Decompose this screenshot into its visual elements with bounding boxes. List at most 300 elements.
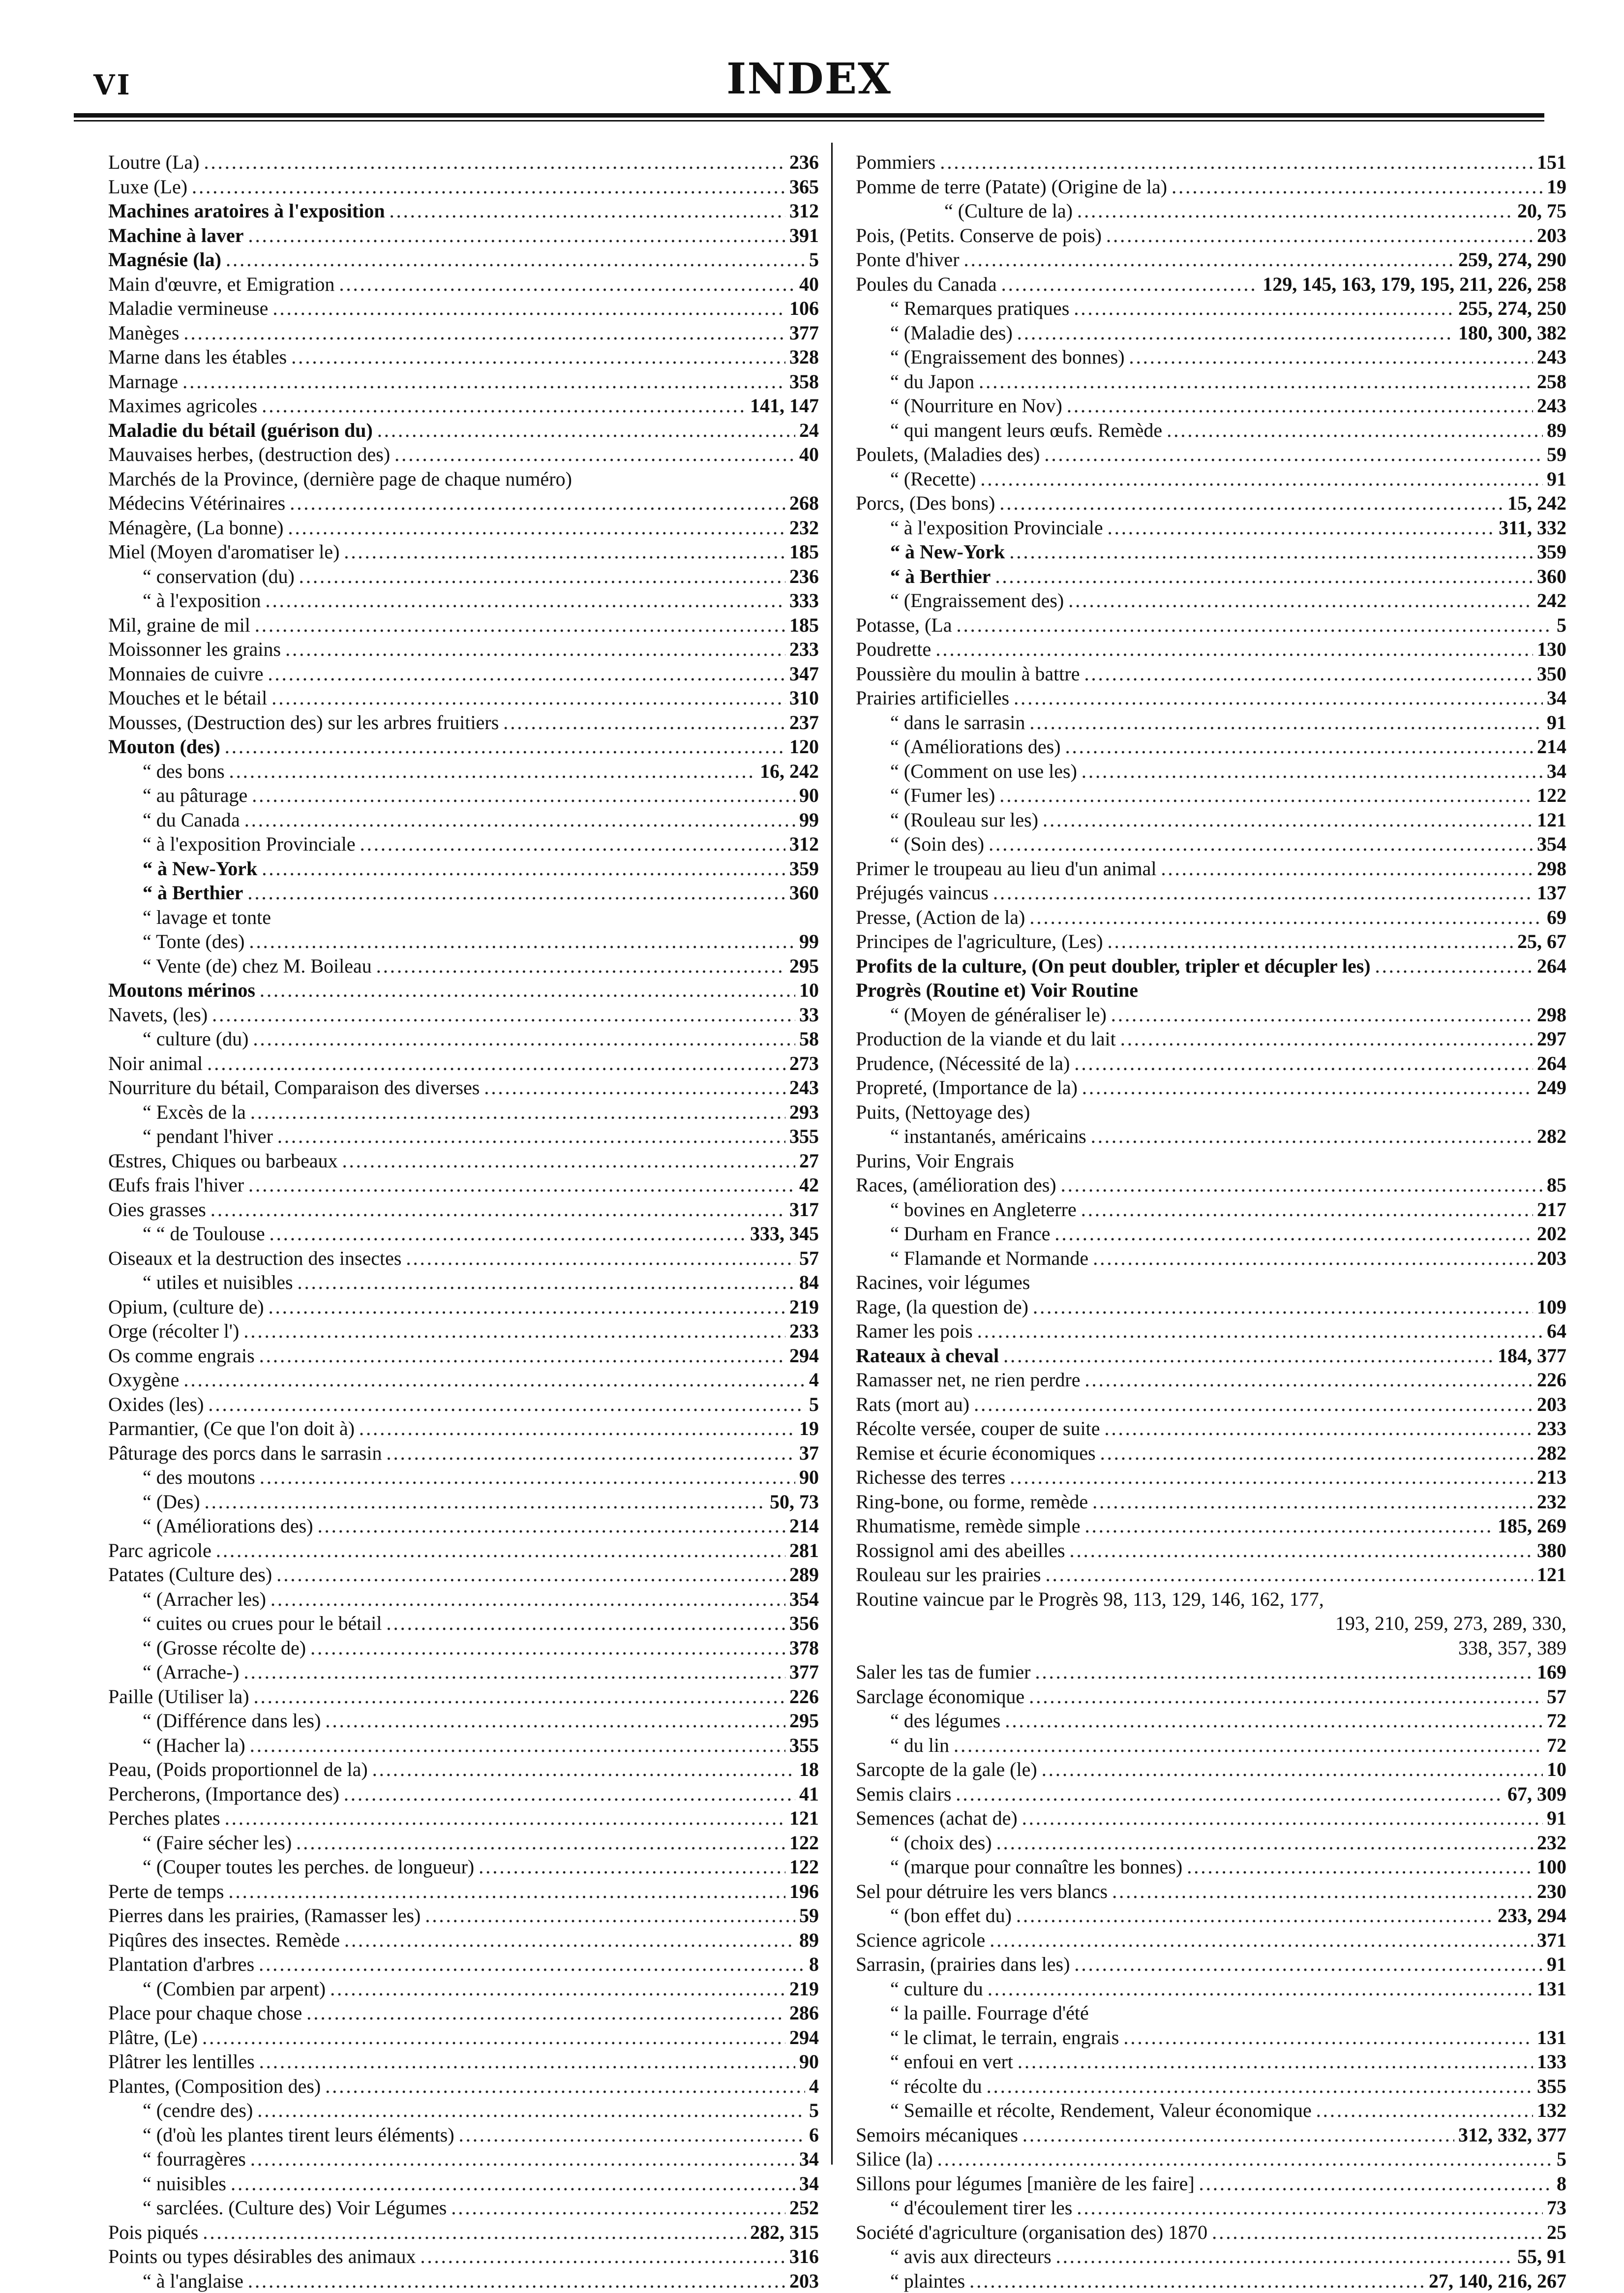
index-entry-pages: 33 <box>799 1003 819 1027</box>
index-entry-label: Propreté, (Importance de la) <box>856 1075 1078 1100</box>
dot-leader <box>1186 1855 1533 1879</box>
dot-leader <box>1073 297 1454 321</box>
index-entry-pages: 40 <box>799 442 819 467</box>
index-entry-pages: 391 <box>789 223 819 248</box>
dot-leader <box>359 1417 795 1441</box>
index-entry-label: “ pendant l'hiver <box>143 1124 273 1149</box>
index-entry <box>108 1928 819 1953</box>
page-number: VI <box>93 69 132 101</box>
index-entry <box>108 418 819 443</box>
index-entry-label: Oxygène <box>108 1368 179 1392</box>
index-entry-label: Mil, graine de mil <box>108 613 250 638</box>
index-entry-label: Moissonner les grains <box>108 637 281 662</box>
index-entry <box>108 175 819 199</box>
index-entry-pages: 90 <box>799 1465 819 1490</box>
dot-leader <box>257 2099 805 2123</box>
index-entry-label: Œufs frais l'hiver <box>108 1173 244 1197</box>
dot-leader <box>1032 1295 1533 1319</box>
page-title: INDEX <box>74 54 1544 104</box>
index-entry-label: Sillons pour légumes [manière de les faire] <box>856 2171 1195 2196</box>
index-entry-pages: 219 <box>789 1295 819 1319</box>
index-entry-pages: 294 <box>789 1344 819 1368</box>
index-entry-label: Mouches et le bétail <box>108 686 267 710</box>
index-entry-pages: 243 <box>1537 345 1566 369</box>
index-entry-label: Mouton (des) <box>108 734 220 759</box>
index-entry-pages: 133 <box>1537 2049 1566 2074</box>
dot-leader <box>389 199 785 223</box>
index-entry <box>108 467 819 491</box>
dot-leader <box>1028 1685 1543 1709</box>
index-entry-label: “ à New-York <box>143 856 257 881</box>
dot-leader <box>285 638 785 662</box>
index-entry <box>108 905 819 930</box>
index-entry <box>856 1124 1566 1149</box>
index-entry-label: “ bovines en Angleterre <box>890 1197 1077 1222</box>
index-entry-label: Science agricole <box>856 1928 985 1953</box>
dot-leader <box>483 1076 785 1100</box>
index-entry-pages: 233, 294 <box>1498 1903 1566 1928</box>
index-entry <box>856 759 1566 784</box>
dot-leader <box>207 1052 785 1076</box>
dot-leader <box>330 1977 785 2001</box>
index-entry-label: Luxe (Le) <box>108 175 187 199</box>
index-entry <box>856 2001 1566 2025</box>
index-entry-pages: 121 <box>789 1806 819 1831</box>
index-entry-label: “ (Comment on use les) <box>890 759 1077 784</box>
dot-leader <box>376 954 785 978</box>
dot-leader <box>183 321 785 345</box>
index-entry-pages: 243 <box>1537 394 1566 418</box>
index-entry-label: “ au pâturage <box>143 783 247 808</box>
index-entry-label: Navets, (les) <box>108 1003 208 1027</box>
index-entry-pages: 298 <box>1537 856 1566 881</box>
index-entry-pages: 121 <box>1537 1562 1566 1587</box>
dot-leader <box>253 1685 785 1709</box>
index-entry-label: “ Excès de la <box>143 1100 246 1125</box>
index-entry-pages: 89 <box>799 1928 819 1953</box>
dot-leader <box>372 1758 795 1782</box>
index-entry-label: “ “ de Toulouse <box>143 1222 265 1246</box>
index-entry-label: Potasse, (La <box>856 613 952 638</box>
index-entry <box>856 1660 1566 1684</box>
index-entry-label: Miel (Moyen d'aromatiser le) <box>108 540 339 564</box>
index-entry <box>108 1490 819 1514</box>
index-entry <box>108 1416 819 1441</box>
index-entry-label: Percherons, (Importance des) <box>108 1782 339 1806</box>
dot-leader <box>1081 1198 1533 1222</box>
index-entry <box>108 1587 819 1612</box>
index-entry-label: “ des moutons <box>143 1465 255 1490</box>
dot-leader <box>259 2050 795 2074</box>
index-entry-label: Silice (la) <box>856 2147 933 2171</box>
index-entry <box>108 1879 819 1904</box>
dot-leader <box>259 1466 795 1490</box>
dot-leader <box>1074 1953 1543 1977</box>
dot-leader <box>1017 321 1454 345</box>
index-entry-label: Marne dans les étables <box>108 345 287 369</box>
index-entry-pages: 185 <box>789 613 819 638</box>
index-entry-label: Pois piqués <box>108 2220 198 2245</box>
index-entry <box>108 247 819 272</box>
index-entry-label: Main d'œuvre, et Emigration <box>108 272 334 297</box>
index-entry-pages: 328 <box>789 345 819 369</box>
index-entry-pages: 317 <box>789 1197 819 1222</box>
index-entry-label: Ponte d'hiver <box>856 247 960 272</box>
index-entry-pages: 67, 309 <box>1507 1782 1566 1806</box>
index-entry-label: Principes de l'agriculture, (Les) <box>856 929 1103 954</box>
index-entry-label: Purins, Voir Engrais <box>856 1149 1014 1173</box>
index-entry-pages: 91 <box>1547 467 1566 491</box>
index-entry-pages: 24 <box>799 418 819 443</box>
index-entry-pages: 42 <box>799 1173 819 1197</box>
index-entry-label: “ (Arrache-) <box>143 1660 240 1684</box>
dot-leader <box>1129 345 1533 369</box>
index-entry-label: Poules du Canada <box>856 272 997 297</box>
index-entry-pages: 64 <box>1547 1319 1566 1344</box>
index-entry-label: “ (Fumer les) <box>890 783 995 808</box>
dot-leader <box>1001 273 1259 297</box>
index-entry-pages: 316 <box>789 2244 819 2269</box>
index-entry <box>856 1392 1566 1417</box>
index-entry <box>856 1051 1566 1076</box>
index-entry-pages: 264 <box>1537 1051 1566 1076</box>
index-entry-label: “ Durham en France <box>890 1222 1050 1246</box>
index-entry <box>108 1368 819 1392</box>
dot-leader <box>191 175 785 199</box>
dot-leader <box>1054 1222 1533 1246</box>
index-entry-label: Richesse des terres <box>856 1465 1005 1490</box>
index-entry-pages: 378 <box>789 1636 819 1660</box>
dot-leader <box>289 491 785 516</box>
index-entry-pages: 99 <box>799 808 819 832</box>
index-entry-pages: 5 <box>809 1392 819 1417</box>
dot-leader <box>1100 1441 1533 1466</box>
index-entry-pages: 214 <box>789 1514 819 1538</box>
dot-leader <box>478 1855 785 1879</box>
index-entry-pages: 141, 147 <box>750 394 819 418</box>
dot-leader <box>1013 686 1543 710</box>
index-entry-label: “ (Moyen de généraliser le) <box>890 1003 1107 1027</box>
index-entry <box>108 759 819 784</box>
index-entry-label: “ instantanés, américains <box>890 1124 1086 1149</box>
index-entry <box>108 1831 819 1855</box>
index-entry-label: “ à l'exposition Provinciale <box>890 516 1103 540</box>
index-entry <box>108 662 819 686</box>
dot-leader <box>1107 930 1513 954</box>
index-entry-label: “ Semaille et récolte, Rendement, Valeur économique <box>890 2098 1312 2123</box>
dot-leader <box>999 784 1533 808</box>
index-entry-label: Manèges <box>108 321 179 345</box>
dot-leader <box>261 394 746 418</box>
index-entry <box>108 369 819 394</box>
dot-leader <box>1171 175 1543 199</box>
index-entry-pages: 19 <box>1547 175 1566 199</box>
index-entry <box>108 2220 819 2245</box>
index-entry <box>108 1075 819 1100</box>
index-entry-label: “ (Des) <box>143 1490 200 1514</box>
dot-leader <box>1022 2123 1454 2147</box>
dot-leader <box>325 1709 785 1733</box>
index-entry-pages: 131 <box>1537 1977 1566 2001</box>
index-entry-label: Société d'agriculture (organisation des) 1870 <box>856 2220 1207 2245</box>
index-entry-pages: 5 <box>1557 2147 1566 2171</box>
dot-leader <box>955 1782 1504 1806</box>
index-entry <box>856 1562 1566 1587</box>
index-entry <box>108 272 819 297</box>
index-entry-label: Sarclage économique <box>856 1684 1024 1709</box>
header-rule-thin <box>74 120 1544 122</box>
index-entry-label: Noir animal <box>108 1051 203 1076</box>
index-entry <box>856 1173 1566 1197</box>
index-entry <box>108 1173 819 1197</box>
index-entry-label: “ (Arracher les) <box>143 1587 266 1612</box>
index-entry-label: Oies grasses <box>108 1197 206 1222</box>
dot-leader <box>299 565 785 589</box>
index-entry-pages: 355 <box>789 1124 819 1149</box>
dot-leader <box>248 1173 795 1197</box>
index-entry <box>856 491 1566 516</box>
index-entry <box>856 1027 1566 1051</box>
index-entry-label: “ Tonte (des) <box>143 929 245 954</box>
dot-leader <box>386 1441 795 1466</box>
index-entry <box>108 588 819 613</box>
index-entry-label: “ du Canada <box>143 808 240 832</box>
index-entry-label: Puits, (Nettoyage des) <box>856 1100 1030 1125</box>
index-entry-label: Ménagère, (La bonne) <box>108 516 283 540</box>
index-entry-pages: 132 <box>1537 2098 1566 2123</box>
index-entry <box>856 2220 1566 2245</box>
index-entry-pages: 243 <box>789 1075 819 1100</box>
index-entry <box>856 588 1566 613</box>
index-entry-pages: 91 <box>1547 1952 1566 1977</box>
dot-leader <box>291 345 785 369</box>
index-entry-pages: 84 <box>799 1270 819 1295</box>
dot-leader <box>451 2196 785 2220</box>
index-entry-label: “ du lin <box>890 1733 949 1758</box>
index-entry-label: Races, (amélioration des) <box>856 1173 1056 1197</box>
index-entry-label: Rouleau sur les prairies <box>856 1562 1041 1587</box>
index-entry <box>856 1514 1566 1538</box>
index-entry <box>108 1270 819 1295</box>
index-entry <box>856 1100 1566 1125</box>
index-entry-label: Parmantier, (Ce que l'on doit à) <box>108 1416 355 1441</box>
dot-leader <box>424 1904 795 1928</box>
index-entry-label: Semences (achat de) <box>856 1806 1018 1831</box>
index-entry-pages: 236 <box>789 150 819 175</box>
index-entry <box>856 978 1566 1003</box>
dot-leader <box>1055 2245 1513 2269</box>
index-entry <box>856 2123 1566 2147</box>
index-entry-pages: 273 <box>789 1051 819 1076</box>
dot-leader <box>1083 662 1533 686</box>
index-entry <box>856 832 1566 856</box>
index-entry-label: Profits de la culture, (On peut doubler, tripler et décupler les) <box>856 954 1371 978</box>
index-entry <box>108 1709 819 1733</box>
index-entry-pages: 50, 73 <box>770 1490 819 1514</box>
dot-leader <box>1081 760 1543 784</box>
dot-leader <box>988 832 1533 856</box>
index-entry-pages: 354 <box>1537 832 1566 856</box>
dot-leader <box>1022 1806 1543 1831</box>
index-entry <box>108 345 819 369</box>
index-entry-pages: 217 <box>1537 1197 1566 1222</box>
index-entry-pages: 282 <box>1537 1441 1566 1466</box>
dot-leader <box>1065 735 1533 759</box>
index-entry-label: “ à Berthier <box>143 881 243 905</box>
index-entry-pages: 109 <box>1537 1295 1566 1319</box>
index-entry-pages: 356 <box>789 1611 819 1636</box>
index-entry-pages: 214 <box>1537 734 1566 759</box>
dot-leader <box>1104 1417 1533 1441</box>
index-entry-pages: 151 <box>1537 150 1566 175</box>
dot-leader <box>1111 1003 1533 1027</box>
index-entry <box>108 321 819 345</box>
index-entry-label: “ culture du <box>890 1977 983 2001</box>
index-entry-pages: 295 <box>789 1709 819 1733</box>
index-entry-pages: 236 <box>789 564 819 589</box>
dot-leader <box>953 1734 1543 1758</box>
dot-leader <box>1060 1173 1543 1197</box>
index-entry <box>108 1197 819 1222</box>
index-entry-pages: 232 <box>1537 1490 1566 1514</box>
dot-leader <box>969 2269 1425 2293</box>
index-entry <box>856 150 1566 175</box>
index-entry <box>108 150 819 175</box>
index-entry-label: “ enfoui en vert <box>890 2049 1013 2074</box>
index-entry-pages: 354 <box>789 1587 819 1612</box>
dot-leader <box>249 930 796 954</box>
dot-leader <box>1034 1660 1533 1684</box>
index-entry-pages: 25 <box>1547 2220 1566 2245</box>
index-entry <box>856 345 1566 369</box>
index-entry-label: Moutons mérinos <box>108 978 255 1003</box>
index-entry-pages: 18 <box>799 1757 819 1782</box>
index-entry-pages: 120 <box>789 734 819 759</box>
index-entry-label: Rossignol ami des abeilles <box>856 1538 1065 1563</box>
index-entry-pages: 298 <box>1537 1003 1566 1027</box>
index-entry <box>108 2123 819 2147</box>
dot-leader <box>1009 1466 1533 1490</box>
index-entry <box>856 2269 1566 2293</box>
index-entry-label: Pois, (Petits. Conserve de pois) <box>856 223 1102 248</box>
index-entry-pages: 73 <box>1547 2196 1566 2220</box>
index-entry-pages: 232 <box>789 516 819 540</box>
index-entry <box>856 2244 1566 2269</box>
dot-leader <box>1017 2050 1533 2074</box>
index-entry-pages: 59 <box>799 1903 819 1928</box>
index-entry <box>108 442 819 467</box>
index-entry-pages: 219 <box>789 1977 819 2001</box>
index-entry-label: Sel pour détruire les vers blancs <box>856 1879 1108 1904</box>
index-entry <box>108 808 819 832</box>
index-entry <box>856 467 1566 491</box>
index-entry-pages: 377 <box>789 1660 819 1684</box>
index-entry <box>856 613 1566 638</box>
index-entry-label: Marnage <box>108 369 178 394</box>
index-entry-label: “ le climat, le terrain, engrais <box>890 2025 1119 2050</box>
dot-leader <box>1166 419 1543 443</box>
dot-leader <box>1069 1539 1533 1563</box>
index-entry-pages: 185 <box>789 540 819 564</box>
index-entry <box>856 1977 1566 2001</box>
index-entry <box>856 2147 1566 2171</box>
header-rule-thick <box>74 113 1544 118</box>
index-entry <box>108 637 819 662</box>
dot-leader <box>939 151 1533 175</box>
index-entry-label: “ (Couper toutes les perches. de longueur) <box>143 1855 474 1879</box>
index-entry-label: “ (Culture de la) <box>944 199 1073 223</box>
index-entry <box>856 686 1566 710</box>
index-entry <box>108 1782 819 1806</box>
dot-leader <box>1009 540 1533 564</box>
index-entry-pages: 85 <box>1547 1173 1566 1197</box>
index-entry-pages: 129, 145, 163, 179, 195, 211, 226, 258 <box>1263 272 1566 297</box>
dot-leader <box>215 1539 785 1563</box>
index-entry-pages: 8 <box>809 1952 819 1977</box>
index-entry-label: “ la paille. Fourrage d'été <box>890 2001 1089 2025</box>
index-entry-label: “ (cendre des) <box>143 2098 253 2123</box>
index-entry-label: “ conservation (du) <box>143 564 295 589</box>
index-entry <box>856 394 1566 418</box>
index-entry <box>856 418 1566 443</box>
index-entry <box>856 1270 1566 1295</box>
dot-leader <box>224 735 785 759</box>
dot-leader <box>1090 1125 1533 1149</box>
index-entry-pages: 25, 67 <box>1517 929 1566 954</box>
dot-leader <box>268 1295 785 1319</box>
index-entry-label: “ Remarques pratiques <box>890 296 1069 321</box>
index-entry <box>856 2196 1566 2220</box>
index-entry-pages: 258 <box>1537 369 1566 394</box>
dot-leader <box>1041 1758 1543 1782</box>
dot-leader <box>977 1319 1543 1344</box>
index-entry-label: 338, 357, 389 <box>1200 1636 1566 1660</box>
index-entry-label: Plantes, (Composition des) <box>108 2074 321 2099</box>
index-entry <box>108 1660 819 1684</box>
index-entry-pages: 59 <box>1547 442 1566 467</box>
index-entry <box>108 978 819 1003</box>
index-entry <box>108 2269 819 2293</box>
index-entry-pages: 350 <box>1537 662 1566 686</box>
index-entry-pages: 359 <box>789 856 819 881</box>
index-entry-label: Œstres, Chiques ou barbeaux <box>108 1149 338 1173</box>
dot-leader <box>247 2269 785 2293</box>
index-entry-pages: 242 <box>1537 588 1566 613</box>
index-entry-label: “ (Améliorations des) <box>143 1514 313 1538</box>
index-entry-label: “ à l'exposition Provinciale <box>143 832 356 856</box>
index-entry-pages: 72 <box>1547 1733 1566 1758</box>
index-entry <box>856 1197 1566 1222</box>
index-entry-label: “ dans le sarrasin <box>890 710 1025 735</box>
index-entry-label: Poulets, (Maladies des) <box>856 442 1040 467</box>
dot-leader <box>211 1003 795 1027</box>
dot-leader <box>277 1125 785 1149</box>
index-entry-label: Prudence, (Nécessité de la) <box>856 1051 1070 1076</box>
index-entry-pages: 41 <box>799 1782 819 1806</box>
dot-leader <box>250 2147 795 2171</box>
index-entry-pages: 311, 332 <box>1499 516 1566 540</box>
dot-leader <box>1084 1514 1494 1538</box>
dot-leader <box>1077 199 1513 223</box>
index-entry-label: “ (bon effet du) <box>890 1903 1012 1928</box>
index-entry-label: Pommiers <box>856 150 935 175</box>
index-entry-label: Rhumatisme, remède simple <box>856 1514 1081 1538</box>
index-entry <box>856 954 1566 978</box>
dot-leader <box>269 1222 746 1246</box>
dot-leader <box>254 613 785 638</box>
index-entry-pages: 289 <box>789 1562 819 1587</box>
index-entry-label: Saler les tas de fumier <box>856 1660 1030 1684</box>
